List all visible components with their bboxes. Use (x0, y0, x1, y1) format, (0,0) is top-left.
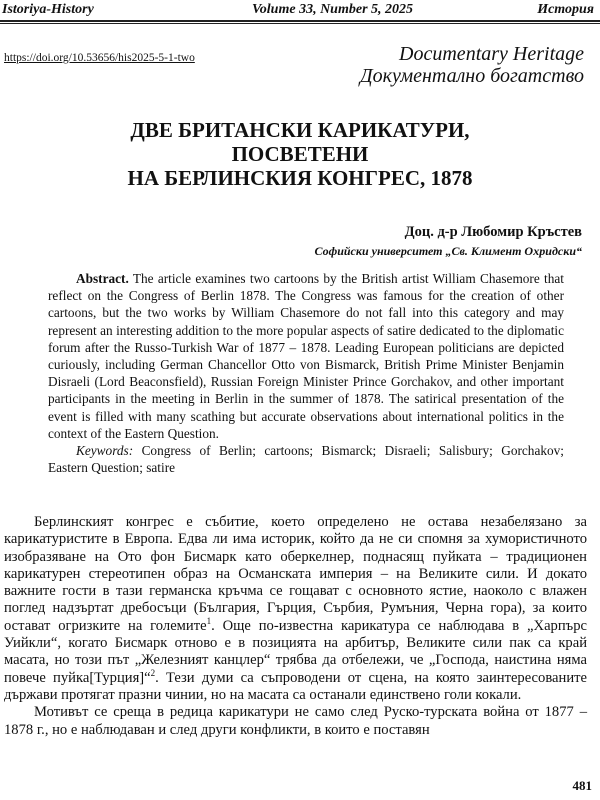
body-paragraph-2: Мотивът се среща в редица карикатури не само след Руско-турската война от 1877 – 1878 г., но е наблюдаван и след други конфликти, в които е поставян (4, 704, 587, 738)
abstract-label: Abstract. (76, 271, 129, 286)
author-affiliation: Софийски университет „Св. Климент Охридски“ (314, 244, 582, 258)
abstract (48, 270, 564, 476)
title-line-1: ДВЕ БРИТАНСКИ КАРИКАТУРИ, (130, 118, 470, 142)
journal-name: Istoriya-History (2, 2, 94, 17)
section-rubric (360, 43, 584, 87)
page-number: 481 (572, 778, 592, 793)
keywords-text: Congress of Berlin; cartoons; Bismarck; Disraeli; Salisbury; Gorchakov; Eastern Question; satire (48, 443, 564, 476)
abstract-text: The article examines two cartoons by the British artist William Chasemore that reflect on the Congress of Berlin 1878. The Congress was famous for the creation of other cartoons, but the two works by William Chasemore do not fall into this category and may represent an interesting addition to the more popular aspects of satire dedicated to the diplomatic forum after the Russo-Turkish War of 1877 – 1878. Leading European politicians are depicted curiously, including German Chancellor Otto von Bismarck, British Prime Minister Benjamin Disraeli (Lord Beaconsfield), Russian Foreign Minister Prince Gorchakov, and other important participants in the meeting in Berlin in the summer of 1878. The satirical presentation of the event is filled with many scathing but accurate observations about international politics in the context of the Eastern Question. (48, 271, 564, 441)
title-line-3: НА БЕРЛИНСКИЯ КОНГРЕС, 1878 (127, 166, 473, 190)
doi-link[interactable]: https://doi.org/10.53656/his2025-5-1-two (4, 52, 195, 64)
footnote-ref-2[interactable]: 2 (150, 667, 156, 678)
title-line-2: ПОСВЕТЕНИ (231, 142, 369, 166)
footnote-ref-1[interactable]: 1 (206, 615, 212, 626)
volume-issue: Volume 33, Number 5, 2025 (252, 2, 414, 17)
body-text: Берлинският конгрес е събитие, което определено не остава незабелязано за карикатуристите в Европа. Едва ли има историк, който да не си спомня за хумористичното изобразяване на Ото фон Бисмарк като оберкелнер, поднасящ пуйката – традиционен карикатурен стереотипен образ на Османската империя – на Великите сили. И докато важните гости в тази германска кръчма се гощават с основното ястие, наоколо с влажен поглед надзъртат дребосъци (България, Гърция, Сърбия, Румъния, Черна гора), за които остават огризките на големите (4, 514, 587, 634)
rubric-english: Documentary Heritage (399, 43, 584, 65)
rubric-bulgarian: Документално богатство (359, 65, 584, 87)
header-rule-top (0, 20, 600, 22)
keywords-label: Keywords: (76, 443, 134, 459)
body-paragraph-1 (4, 514, 587, 704)
abstract-paragraph (48, 270, 564, 442)
keywords-paragraph (48, 442, 564, 476)
running-header (0, 0, 600, 22)
article-body (4, 514, 587, 739)
header-rule-bottom (0, 23, 600, 24)
author-name: Доц. д-р Любомир Кръстев (404, 224, 582, 240)
body-text: . Още по-известна карикатура се наблюдава в „Харпърс Уийкли“, когато Бисмарк отново е в позицията на арбитър, Великите сили пак са край масата, но този път „Железният канцлер“ трябва да отбележи, че „Господа, наистина няма повече пуйка[Турция]“ (4, 617, 587, 686)
body-text: . Тези думи са съпроводени от сцена, на която заинтересованите държави протягат празни чинии, но на масата са останали единствено голи кокали. (4, 669, 587, 703)
journal-name-bg: История (537, 2, 594, 17)
article-title (40, 118, 560, 190)
